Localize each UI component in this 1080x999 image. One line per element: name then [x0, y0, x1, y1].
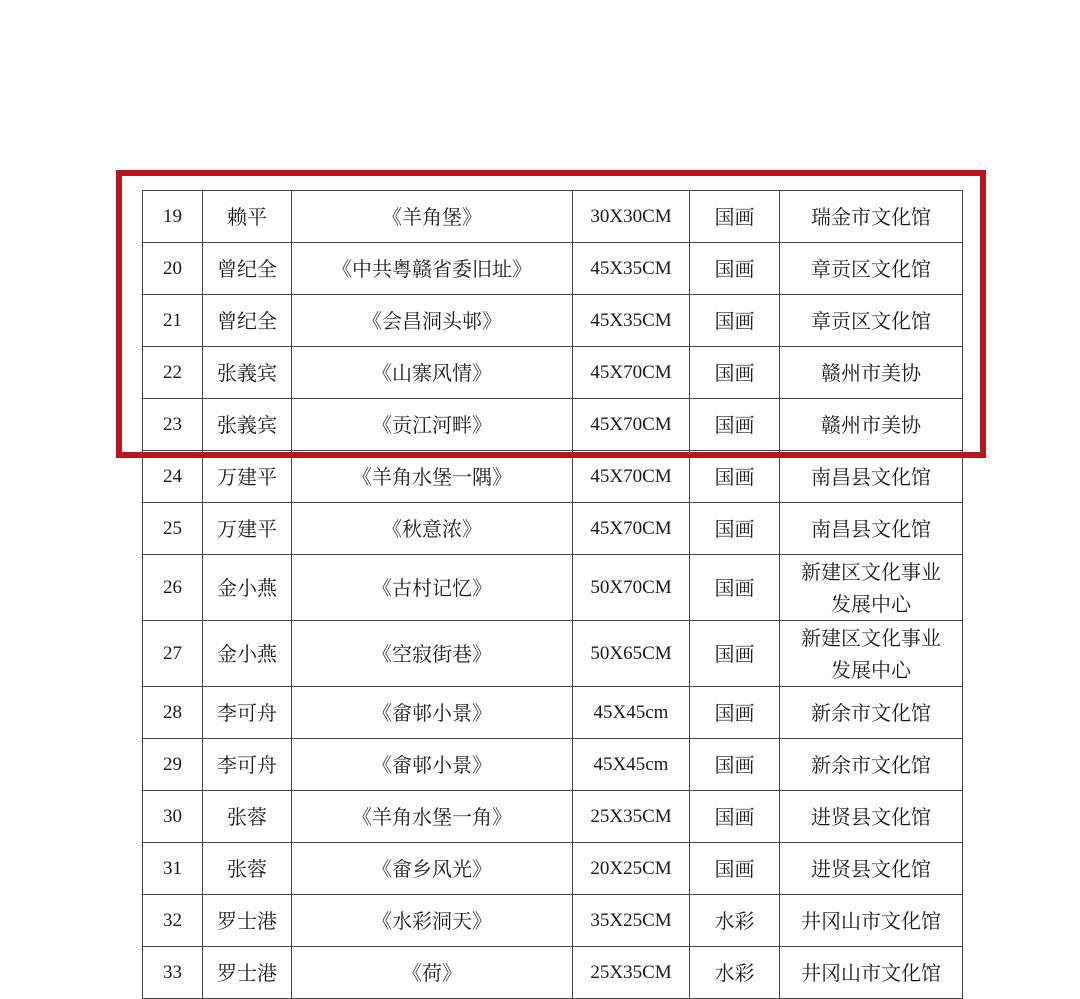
artwork-type: 国画 [690, 621, 780, 687]
artist-name: 李可舟 [203, 687, 292, 739]
row-number: 22 [143, 347, 203, 399]
artist-unit-line: 新建区文化事业 [801, 559, 941, 584]
artwork-size: 50X65CM [573, 621, 690, 687]
artwork-size: 30X30CM [573, 191, 690, 243]
artwork-size: 45X45cm [573, 687, 690, 739]
artwork-type: 国画 [690, 503, 780, 555]
row-number: 30 [143, 791, 203, 843]
artist-unit: 井冈山市文化馆 [780, 947, 963, 999]
artist-unit: 章贡区文化馆 [780, 243, 963, 295]
artist-name: 赖平 [203, 191, 292, 243]
artwork-size: 45X70CM [573, 347, 690, 399]
row-number: 31 [143, 843, 203, 895]
table-row [143, 295, 963, 347]
table-row [143, 621, 963, 687]
row-number: 23 [143, 399, 203, 451]
artwork-type: 国画 [690, 791, 780, 843]
artist-unit [780, 555, 963, 621]
table-row [143, 503, 963, 555]
artwork-size: 45X45cm [573, 739, 690, 791]
artist-unit: 章贡区文化馆 [780, 295, 963, 347]
artwork-size: 45X70CM [573, 399, 690, 451]
row-number: 27 [143, 621, 203, 687]
artwork-title: 《空寂街巷》 [292, 621, 573, 687]
artwork-title: 《古村记忆》 [292, 555, 573, 621]
artist-name: 金小燕 [203, 621, 292, 687]
artwork-title: 《水彩洞天》 [292, 895, 573, 947]
artist-name: 罗士港 [203, 947, 292, 999]
artist-unit: 进贤县文化馆 [780, 791, 963, 843]
artist-name: 万建平 [203, 503, 292, 555]
artist-name: 张蓉 [203, 843, 292, 895]
table-row [143, 895, 963, 947]
table-row [143, 191, 963, 243]
artwork-table-container [142, 190, 963, 999]
artwork-title: 《畲邨小景》 [292, 687, 573, 739]
artwork-type: 国画 [690, 399, 780, 451]
artwork-size: 45X35CM [573, 295, 690, 347]
artist-unit: 进贤县文化馆 [780, 843, 963, 895]
table-row [143, 843, 963, 895]
artist-unit: 瑞金市文化馆 [780, 191, 963, 243]
artwork-title: 《贡江河畔》 [292, 399, 573, 451]
table-row [143, 687, 963, 739]
artwork-title: 《秋意浓》 [292, 503, 573, 555]
row-number: 21 [143, 295, 203, 347]
artwork-size: 45X35CM [573, 243, 690, 295]
artwork-title: 《荷》 [292, 947, 573, 999]
artwork-type: 国画 [690, 191, 780, 243]
row-number: 28 [143, 687, 203, 739]
artwork-type: 国画 [690, 243, 780, 295]
artist-unit: 新余市文化馆 [780, 739, 963, 791]
table-row [143, 347, 963, 399]
artist-unit-line: 发展中心 [831, 657, 911, 682]
artist-name: 李可舟 [203, 739, 292, 791]
row-number: 19 [143, 191, 203, 243]
artwork-type: 国画 [690, 347, 780, 399]
table-row [143, 451, 963, 503]
artwork-size: 25X35CM [573, 791, 690, 843]
artwork-size: 20X25CM [573, 843, 690, 895]
table-row [143, 947, 963, 999]
artwork-size: 35X25CM [573, 895, 690, 947]
table-row [143, 399, 963, 451]
artist-unit: 南昌县文化馆 [780, 503, 963, 555]
table-row [143, 555, 963, 621]
artist-unit: 赣州市美协 [780, 399, 963, 451]
artist-name: 曾纪全 [203, 243, 292, 295]
artwork-type: 水彩 [690, 947, 780, 999]
artist-name: 罗士港 [203, 895, 292, 947]
artwork-title: 《会昌洞头邨》 [292, 295, 573, 347]
artist-name: 张蓉 [203, 791, 292, 843]
row-number: 26 [143, 555, 203, 621]
artist-unit-line: 发展中心 [831, 591, 911, 616]
artwork-type: 国画 [690, 739, 780, 791]
artwork-title: 《畲乡风光》 [292, 843, 573, 895]
artist-name: 曾纪全 [203, 295, 292, 347]
table-row [143, 791, 963, 843]
artist-unit [780, 621, 963, 687]
artwork-type: 水彩 [690, 895, 780, 947]
table-row [143, 739, 963, 791]
row-number: 29 [143, 739, 203, 791]
artwork-title: 《中共粤赣省委旧址》 [292, 243, 573, 295]
artist-unit: 南昌县文化馆 [780, 451, 963, 503]
artist-unit: 井冈山市文化馆 [780, 895, 963, 947]
artwork-size: 50X70CM [573, 555, 690, 621]
row-number: 32 [143, 895, 203, 947]
artwork-type: 国画 [690, 843, 780, 895]
artwork-type: 国画 [690, 687, 780, 739]
artwork-title: 《羊角堡》 [292, 191, 573, 243]
artist-name: 金小燕 [203, 555, 292, 621]
artist-unit-line: 新建区文化事业 [801, 625, 941, 650]
artist-unit: 赣州市美协 [780, 347, 963, 399]
artist-name: 万建平 [203, 451, 292, 503]
artwork-title: 《羊角水堡一隅》 [292, 451, 573, 503]
artwork-table [142, 190, 963, 999]
row-number: 20 [143, 243, 203, 295]
table-row [143, 243, 963, 295]
artwork-title: 《畲邨小景》 [292, 739, 573, 791]
row-number: 24 [143, 451, 203, 503]
artwork-title: 《山寨风情》 [292, 347, 573, 399]
artwork-type: 国画 [690, 451, 780, 503]
row-number: 33 [143, 947, 203, 999]
row-number: 25 [143, 503, 203, 555]
artist-unit: 新余市文化馆 [780, 687, 963, 739]
artwork-size: 45X70CM [573, 503, 690, 555]
artist-name: 张義宾 [203, 399, 292, 451]
artwork-size: 25X35CM [573, 947, 690, 999]
artwork-type: 国画 [690, 295, 780, 347]
artist-name: 张義宾 [203, 347, 292, 399]
artwork-size: 45X70CM [573, 451, 690, 503]
artwork-title: 《羊角水堡一角》 [292, 791, 573, 843]
artwork-type: 国画 [690, 555, 780, 621]
